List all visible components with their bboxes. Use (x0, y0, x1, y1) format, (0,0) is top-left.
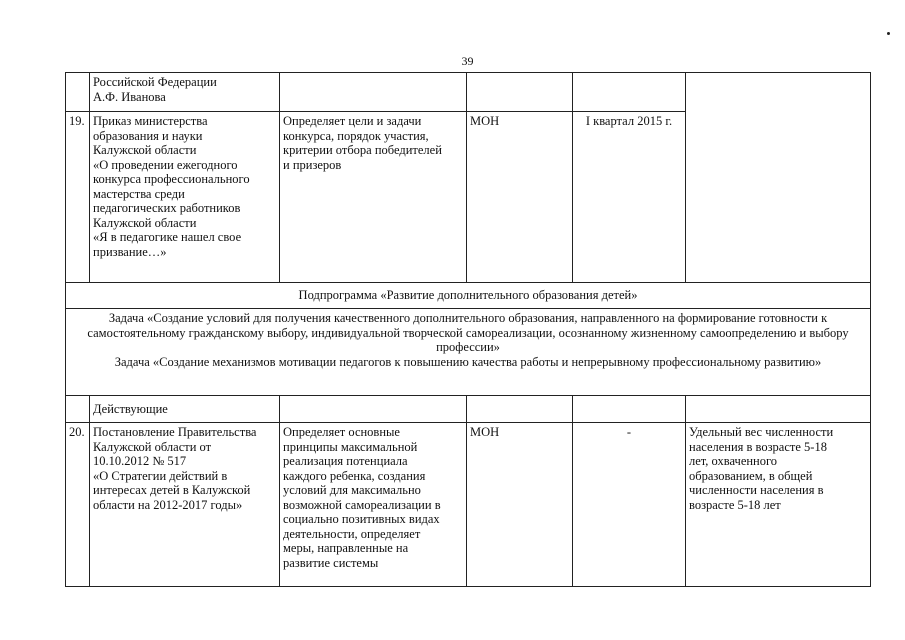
responsible-cell (467, 73, 573, 112)
row-number-cell: 20. (66, 423, 90, 587)
document-line: «О Стратегии действий в (93, 468, 228, 483)
row-number-cell (66, 396, 90, 423)
document-cell (90, 73, 280, 112)
content-cell (280, 112, 467, 283)
document-line: педагогических работников (93, 201, 241, 215)
document-line: призвание…» (93, 244, 167, 259)
scan-mark (887, 32, 890, 35)
document-cell (90, 112, 280, 283)
document-line: Российской Федерации (93, 75, 217, 89)
indicator-line: населения в возрасте 5-18 (689, 439, 827, 454)
deadline-cell (573, 73, 686, 112)
deadline-cell: I квартал 2015 г. (573, 112, 686, 283)
content-cell (280, 396, 467, 423)
document-line: Постановление Правительства (93, 425, 257, 439)
indicator-cell (686, 423, 871, 587)
document-line: 10.10.2012 № 517 (93, 454, 187, 468)
document-line: «О проведении ежегодного (93, 157, 238, 172)
document-line: Калужской области (93, 215, 197, 230)
content-line: и призеров (283, 157, 342, 172)
content-line: развитие системы (283, 555, 379, 570)
indicator-line: Удельный вес численности (689, 425, 834, 439)
content-line: условий для максимально (283, 483, 421, 497)
document-line: Калужской области (93, 143, 197, 157)
content-line: Определяет цели и задачи (283, 114, 422, 128)
responsible-cell: МОН (467, 112, 573, 283)
row-number-cell (66, 73, 90, 112)
subprogram-row (66, 283, 871, 309)
document-line: интересах детей в Калужской (93, 483, 251, 497)
content-line: меры, направленные на (283, 541, 409, 555)
measures-table (65, 72, 871, 587)
document-line: Приказ министерства (93, 114, 208, 128)
content-line: Определяет основные (283, 425, 400, 439)
subprogram-title: Подпрограмма «Развитие дополнительного образования детей» (66, 283, 871, 309)
tasks-row (66, 309, 871, 396)
document-cell (90, 423, 280, 587)
indicator-line: лет, охваченного (689, 454, 778, 468)
content-line: конкурса, порядок участия, (283, 128, 429, 143)
document-line: конкурса профессионального (93, 172, 250, 186)
row-number-cell: 19. (66, 112, 90, 283)
document-line: области на 2012-2017 годы» (93, 497, 243, 512)
content-line: деятельности, определяет (283, 526, 421, 541)
content-line: каждого ребенка, создания (283, 468, 426, 483)
table-row-continuation (66, 73, 871, 112)
document-line: А.Ф. Иванова (93, 89, 166, 104)
indicator-line: образованием, в общей (689, 468, 813, 483)
document-line: «Я в педагогике нашел свое (93, 230, 242, 244)
document-line: образования и науки (93, 128, 203, 143)
deadline-cell (573, 396, 686, 423)
task-text: Задача «Создание механизмов мотивации педагогов к повышению качества работы и непрерывному профессиональному развитию» (114, 354, 822, 369)
page-number: 39 (461, 54, 474, 68)
indicator-line: численности населения в (689, 483, 824, 497)
content-line: критерии отбора победителей (283, 143, 442, 157)
content-cell (280, 73, 467, 112)
deadline-cell: - (573, 423, 686, 587)
content-line: принципы максимальной (283, 439, 418, 454)
indicator-cell (686, 73, 871, 283)
content-line: реализация потенциала (283, 454, 408, 468)
indicator-line: возрасте 5-18 лет (689, 497, 781, 512)
tasks-cell (66, 309, 871, 396)
content-line: социально позитивных видах (283, 512, 440, 526)
content-line: возможной самореализации в (283, 497, 441, 512)
table-row-20 (66, 423, 871, 587)
existing-label: Действующие (90, 396, 280, 423)
content-cell (280, 423, 467, 587)
document-line: Калужской области от (93, 439, 212, 454)
existing-row (66, 396, 871, 423)
responsible-cell: МОН (467, 423, 573, 587)
indicator-cell (686, 396, 871, 423)
responsible-cell (467, 396, 573, 423)
document-line: мастерства среди (93, 186, 185, 201)
task-text: Задача «Создание условий для получения качественного дополнительного образования, направленного на формирование готовности к самостоятельному гражданскому выбору, индивидуальной творческой самореализации, осознанному жизненному самоопределению и выбору профессии» (87, 311, 849, 354)
